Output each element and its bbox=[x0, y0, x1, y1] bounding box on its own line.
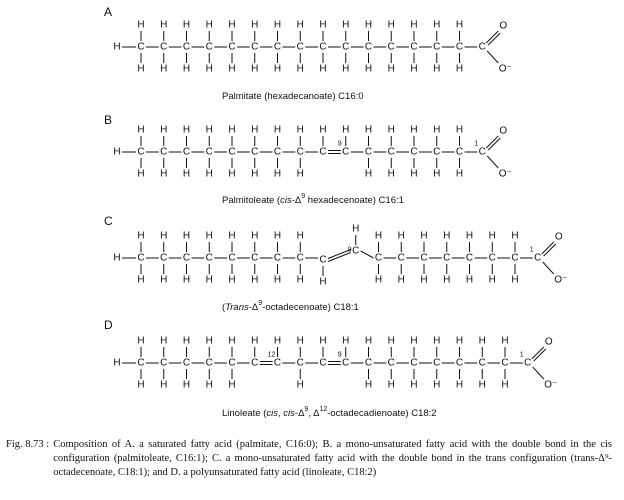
carbon-atom: C bbox=[273, 252, 282, 264]
label-part: Linoleate ( bbox=[222, 407, 267, 419]
hydrogen-atom: H bbox=[296, 274, 304, 286]
hydrogen-atom: H bbox=[160, 124, 168, 136]
hydrogen-atom: H bbox=[205, 230, 213, 242]
hydrogen-atom: H bbox=[228, 124, 236, 136]
carbon-atom: C bbox=[319, 146, 327, 158]
hydrogen-atom: H bbox=[352, 223, 360, 235]
carbon-atom: C bbox=[374, 252, 383, 264]
carbon-atom: C bbox=[319, 41, 327, 53]
hydrogen-atom: H bbox=[397, 274, 405, 286]
hydrogen-atom: H bbox=[433, 379, 441, 391]
hydrogen-atom: H bbox=[273, 168, 282, 180]
hydrogen-atom: H bbox=[296, 124, 304, 136]
hydrogen-atom: H bbox=[433, 335, 441, 347]
carbon-atom: C bbox=[488, 252, 496, 264]
hydrogen-atom: H bbox=[374, 274, 383, 286]
hydrogen-atom: H bbox=[387, 124, 395, 136]
hydrogen-atom: H bbox=[443, 274, 451, 286]
carbon-atom: C bbox=[319, 357, 327, 369]
hydrogen-atom: H bbox=[433, 124, 441, 136]
hydrogen-atom: H bbox=[273, 230, 282, 242]
carbon-atom: C bbox=[433, 41, 441, 53]
hydrogen-atom: H bbox=[160, 230, 168, 242]
hydrogen-atom: H bbox=[251, 63, 259, 75]
hydrogen-atom: H bbox=[296, 379, 304, 391]
panel-letter: B bbox=[104, 113, 113, 127]
hydrogen-atom: H bbox=[296, 230, 304, 242]
hydrogen-atom: H bbox=[511, 274, 519, 286]
carbon-atom: C bbox=[228, 357, 236, 369]
carbon-atom: C bbox=[137, 252, 145, 264]
carboxylate-oxygen: O⁻ bbox=[544, 379, 558, 391]
hydrogen-atom: H bbox=[443, 230, 451, 242]
hydrogen-atom: H bbox=[364, 63, 373, 75]
bond bbox=[543, 262, 554, 274]
carboxylate-oxygen: O⁻ bbox=[554, 274, 568, 286]
hydrogen-atom: H bbox=[160, 379, 168, 391]
position-number: 12 bbox=[267, 351, 276, 359]
hydrogen-atom: H bbox=[296, 19, 304, 31]
hydrogen-atom: H bbox=[387, 63, 395, 75]
carbon-atom: C bbox=[205, 146, 213, 158]
hydrogen-atom: H bbox=[455, 168, 464, 180]
hydrogen-atom: H bbox=[251, 274, 259, 286]
carbon-atom: C bbox=[160, 41, 168, 53]
figure-caption bbox=[6, 438, 612, 480]
label-part: 9 bbox=[301, 193, 306, 200]
carbon-atom: C bbox=[228, 146, 236, 158]
terminal-hydrogen: H bbox=[113, 146, 121, 158]
hydrogen-atom: H bbox=[410, 379, 418, 391]
hydrogen-atom: H bbox=[342, 63, 350, 75]
hydrogen-atom: H bbox=[465, 230, 474, 242]
terminal-hydrogen: H bbox=[113, 252, 121, 264]
label-part: 9 bbox=[258, 300, 263, 307]
hydrogen-atom: H bbox=[205, 168, 213, 180]
hydrogen-atom: H bbox=[251, 335, 259, 347]
molecule-label bbox=[222, 406, 437, 419]
carbon-atom: C bbox=[443, 252, 451, 264]
label-part: Palmitoleate ( bbox=[222, 194, 281, 206]
hydrogen-atom: H bbox=[273, 19, 282, 31]
carbon-atom: C bbox=[387, 146, 395, 158]
carbon-atom: C bbox=[534, 252, 542, 264]
carbon-atom: C bbox=[478, 357, 486, 369]
carbon-atom: C bbox=[342, 41, 350, 53]
carbon-atom: C bbox=[478, 41, 486, 53]
carbon-atom: C bbox=[410, 146, 418, 158]
label-part: -Δ bbox=[291, 194, 302, 206]
carbon-atom: C bbox=[397, 252, 405, 264]
hydrogen-atom: H bbox=[137, 335, 145, 347]
carbonyl-oxygen: O bbox=[544, 336, 553, 348]
hydrogen-atom: H bbox=[410, 168, 418, 180]
hydrogen-atom: H bbox=[364, 124, 373, 136]
carbon-atom: C bbox=[420, 252, 428, 264]
hydrogen-atom: H bbox=[433, 168, 441, 180]
hydrogen-atom: H bbox=[137, 124, 145, 136]
carbon-atom: C bbox=[228, 41, 236, 53]
carbon-atom: C bbox=[342, 146, 350, 158]
carbon-atom: C bbox=[296, 41, 304, 53]
carbon-atom: C bbox=[205, 41, 213, 53]
hydrogen-atom: H bbox=[387, 19, 395, 31]
carbon-atom: C bbox=[296, 252, 304, 264]
hydrogen-atom: H bbox=[478, 335, 486, 347]
carbon-atom: C bbox=[387, 357, 395, 369]
label-part: -Δ bbox=[248, 301, 259, 313]
hydrogen-atom: H bbox=[228, 168, 236, 180]
carbonyl-oxygen: O bbox=[554, 231, 563, 243]
carbon-atom: C bbox=[524, 357, 532, 369]
carbon-atom: C bbox=[182, 357, 191, 369]
hydrogen-atom: H bbox=[228, 379, 236, 391]
hydrogen-atom: H bbox=[205, 379, 213, 391]
hydrogen-atom: H bbox=[160, 63, 168, 75]
hydrogen-atom: H bbox=[182, 335, 191, 347]
hydrogen-atom: H bbox=[420, 230, 428, 242]
hydrogen-atom: H bbox=[488, 274, 496, 286]
bond bbox=[487, 156, 498, 168]
hydrogen-atom: H bbox=[433, 19, 441, 31]
carboxylate-oxygen: O⁻ bbox=[498, 168, 512, 180]
label-part: Trans bbox=[225, 301, 249, 313]
molecule-label bbox=[222, 91, 364, 102]
position-number: 1 bbox=[529, 246, 534, 254]
carbon-atom: C bbox=[478, 146, 486, 158]
carbon-atom: C bbox=[455, 146, 464, 158]
label-part: cis bbox=[266, 407, 278, 419]
position-number: 9 bbox=[337, 351, 342, 359]
panel-letter: D bbox=[104, 318, 113, 332]
terminal-hydrogen: H bbox=[113, 357, 121, 369]
hydrogen-atom: H bbox=[319, 63, 327, 75]
hydrogen-atom: H bbox=[273, 63, 282, 75]
position-number: 9 bbox=[337, 140, 342, 148]
hydrogen-atom: H bbox=[319, 335, 327, 347]
hydrogen-atom: H bbox=[342, 19, 350, 31]
carbon-atom: C bbox=[501, 357, 509, 369]
hydrogen-atom: H bbox=[182, 379, 191, 391]
hydrogen-atom: H bbox=[387, 335, 395, 347]
carboxylate-oxygen: O⁻ bbox=[498, 63, 512, 75]
carbon-atom: C bbox=[433, 357, 441, 369]
molecule-label bbox=[222, 193, 404, 206]
carbonyl-oxygen: O bbox=[499, 20, 508, 32]
carbon-atom: C bbox=[465, 252, 474, 264]
carbon-atom: C bbox=[205, 357, 213, 369]
position-number: 9 bbox=[347, 246, 352, 254]
hydrogen-atom: H bbox=[387, 379, 395, 391]
label-part: -octadecenoate) C18:1 bbox=[262, 301, 359, 313]
hydrogen-atom: H bbox=[137, 19, 145, 31]
hydrogen-atom: H bbox=[182, 168, 191, 180]
hydrogen-atom: H bbox=[228, 63, 236, 75]
hydrogen-atom: H bbox=[205, 274, 213, 286]
carbon-atom: C bbox=[296, 146, 304, 158]
label-part: , bbox=[278, 407, 284, 419]
carbon-atom: C bbox=[296, 357, 304, 369]
hydrogen-atom: H bbox=[374, 230, 383, 242]
carbon-atom: C bbox=[433, 146, 441, 158]
bond bbox=[361, 251, 374, 258]
hydrogen-atom: H bbox=[182, 274, 191, 286]
carbon-atom: C bbox=[160, 252, 168, 264]
hydrogen-atom: H bbox=[182, 124, 191, 136]
hydrogen-atom: H bbox=[410, 19, 418, 31]
carbon-atom: C bbox=[352, 245, 360, 257]
carbon-atom: C bbox=[251, 41, 259, 53]
hydrogen-atom: H bbox=[182, 230, 191, 242]
label-part: -Δ bbox=[294, 407, 305, 419]
hydrogen-atom: H bbox=[273, 274, 282, 286]
carbon-atom: C bbox=[273, 357, 282, 369]
carbon-atom: C bbox=[364, 146, 373, 158]
hydrogen-atom: H bbox=[160, 168, 168, 180]
hydrogen-atom: H bbox=[364, 19, 373, 31]
hydrogen-atom: H bbox=[296, 168, 304, 180]
hydrogen-atom: H bbox=[205, 19, 213, 31]
hydrogen-atom: H bbox=[251, 168, 259, 180]
hydrogen-atom: H bbox=[296, 63, 304, 75]
hydrogen-atom: H bbox=[205, 124, 213, 136]
hydrogen-atom: H bbox=[273, 335, 282, 347]
carbon-atom: C bbox=[137, 41, 145, 53]
bond bbox=[533, 367, 544, 379]
hydrogen-atom: H bbox=[364, 379, 373, 391]
panel-letter: A bbox=[104, 5, 113, 19]
carbon-atom: C bbox=[137, 357, 145, 369]
terminal-hydrogen: H bbox=[113, 41, 121, 53]
hydrogen-atom: H bbox=[228, 274, 236, 286]
carbon-atom: C bbox=[455, 41, 464, 53]
carbon-atom: C bbox=[251, 357, 259, 369]
hydrogen-atom: H bbox=[342, 124, 350, 136]
panel-letter: C bbox=[104, 214, 113, 228]
hydrogen-atom: H bbox=[273, 124, 282, 136]
carbon-atom: C bbox=[342, 357, 350, 369]
hydrogen-atom: H bbox=[137, 230, 145, 242]
carbon-atom: C bbox=[364, 41, 373, 53]
bond bbox=[487, 51, 498, 63]
hydrogen-atom: H bbox=[251, 230, 259, 242]
hydrogen-atom: H bbox=[296, 335, 304, 347]
hydrogen-atom: H bbox=[455, 19, 464, 31]
carbon-atom: C bbox=[182, 41, 191, 53]
hydrogen-atom: H bbox=[410, 335, 418, 347]
hydrogen-atom: H bbox=[137, 274, 145, 286]
carbon-atom: C bbox=[511, 252, 519, 264]
carbon-atom: C bbox=[137, 146, 145, 158]
carbon-atom: C bbox=[273, 41, 282, 53]
label-part: ( bbox=[222, 301, 226, 313]
carbon-atom: C bbox=[387, 41, 395, 53]
hydrogen-atom: H bbox=[228, 19, 236, 31]
hydrogen-atom: H bbox=[501, 379, 509, 391]
carbon-atom: C bbox=[160, 146, 168, 158]
figure-number: Fig. 8.73 : bbox=[6, 439, 50, 450]
hydrogen-atom: H bbox=[319, 124, 327, 136]
caption-text: Composition of A. a saturated fatty acid (palmitate, C16:0); B. a mono-unsaturated fatty acid with the double bond in the cis configuration (palmitoleate, C16:1); C. a mono-unsaturated fatty acid with the double bond in the trans configuration (trans-Δ⁹-octadecenoate, C18:1); and D. a polyunsaturated fatty acid (linoleate, C18:2) bbox=[53, 439, 612, 478]
hydrogen-atom: H bbox=[501, 335, 509, 347]
label-part: cis bbox=[283, 407, 295, 419]
carbon-atom: C bbox=[273, 146, 282, 158]
label-part: cis bbox=[280, 194, 292, 206]
carbon-atom: C bbox=[410, 357, 418, 369]
carbon-atom: C bbox=[364, 357, 373, 369]
hydrogen-atom: H bbox=[319, 276, 327, 288]
hydrogen-atom: H bbox=[455, 124, 464, 136]
hydrogen-atom: H bbox=[319, 19, 327, 31]
hydrogen-atom: H bbox=[488, 230, 496, 242]
hydrogen-atom: H bbox=[420, 274, 428, 286]
carbonyl-oxygen: O bbox=[499, 125, 508, 137]
label-part: Palmitate (hexadecanoate) C16:0 bbox=[222, 90, 364, 102]
carbon-atom: C bbox=[182, 146, 191, 158]
hydrogen-atom: H bbox=[160, 335, 168, 347]
hydrogen-atom: H bbox=[511, 230, 519, 242]
hydrogen-atom: H bbox=[387, 168, 395, 180]
carbon-atom: C bbox=[319, 254, 327, 266]
hydrogen-atom: H bbox=[433, 63, 441, 75]
hydrogen-atom: H bbox=[410, 124, 418, 136]
hydrogen-atom: H bbox=[137, 168, 145, 180]
hydrogen-atom: H bbox=[364, 168, 373, 180]
carbon-atom: C bbox=[182, 252, 191, 264]
hydrogen-atom: H bbox=[160, 274, 168, 286]
label-part: -octadecadienoate) C18:2 bbox=[327, 407, 437, 419]
hydrogen-atom: H bbox=[455, 63, 464, 75]
hydrogen-atom: H bbox=[455, 335, 464, 347]
hydrogen-atom: H bbox=[478, 379, 486, 391]
carbon-atom: C bbox=[205, 252, 213, 264]
carbon-atom: C bbox=[455, 357, 464, 369]
hydrogen-atom: H bbox=[397, 230, 405, 242]
position-number: 1 bbox=[519, 351, 524, 359]
label-part: 9 bbox=[304, 406, 309, 413]
hydrogen-atom: H bbox=[182, 63, 191, 75]
carbon-atom: C bbox=[228, 252, 236, 264]
hydrogen-atom: H bbox=[205, 335, 213, 347]
carbon-atom: C bbox=[251, 146, 259, 158]
hydrogen-atom: H bbox=[137, 379, 145, 391]
hydrogen-atom: H bbox=[205, 63, 213, 75]
hydrogen-atom: H bbox=[228, 335, 236, 347]
carbon-atom: C bbox=[160, 357, 168, 369]
label-part: , Δ bbox=[308, 407, 320, 419]
hydrogen-atom: H bbox=[410, 63, 418, 75]
hydrogen-atom: H bbox=[251, 124, 259, 136]
hydrogen-atom: H bbox=[251, 19, 259, 31]
hydrogen-atom: H bbox=[137, 63, 145, 75]
hydrogen-atom: H bbox=[228, 230, 236, 242]
hydrogen-atom: H bbox=[182, 19, 191, 31]
hydrogen-atom: H bbox=[465, 274, 474, 286]
label-part: 12 bbox=[319, 406, 328, 413]
label-part: hexadecenoate) C16:1 bbox=[305, 194, 404, 206]
hydrogen-atom: H bbox=[364, 335, 373, 347]
molecule-label bbox=[222, 300, 359, 313]
hydrogen-atom: H bbox=[455, 379, 464, 391]
position-number: 1 bbox=[474, 140, 479, 148]
hydrogen-atom: H bbox=[342, 335, 350, 347]
carbon-atom: C bbox=[410, 41, 418, 53]
carbon-atom: C bbox=[251, 252, 259, 264]
hydrogen-atom: H bbox=[160, 19, 168, 31]
